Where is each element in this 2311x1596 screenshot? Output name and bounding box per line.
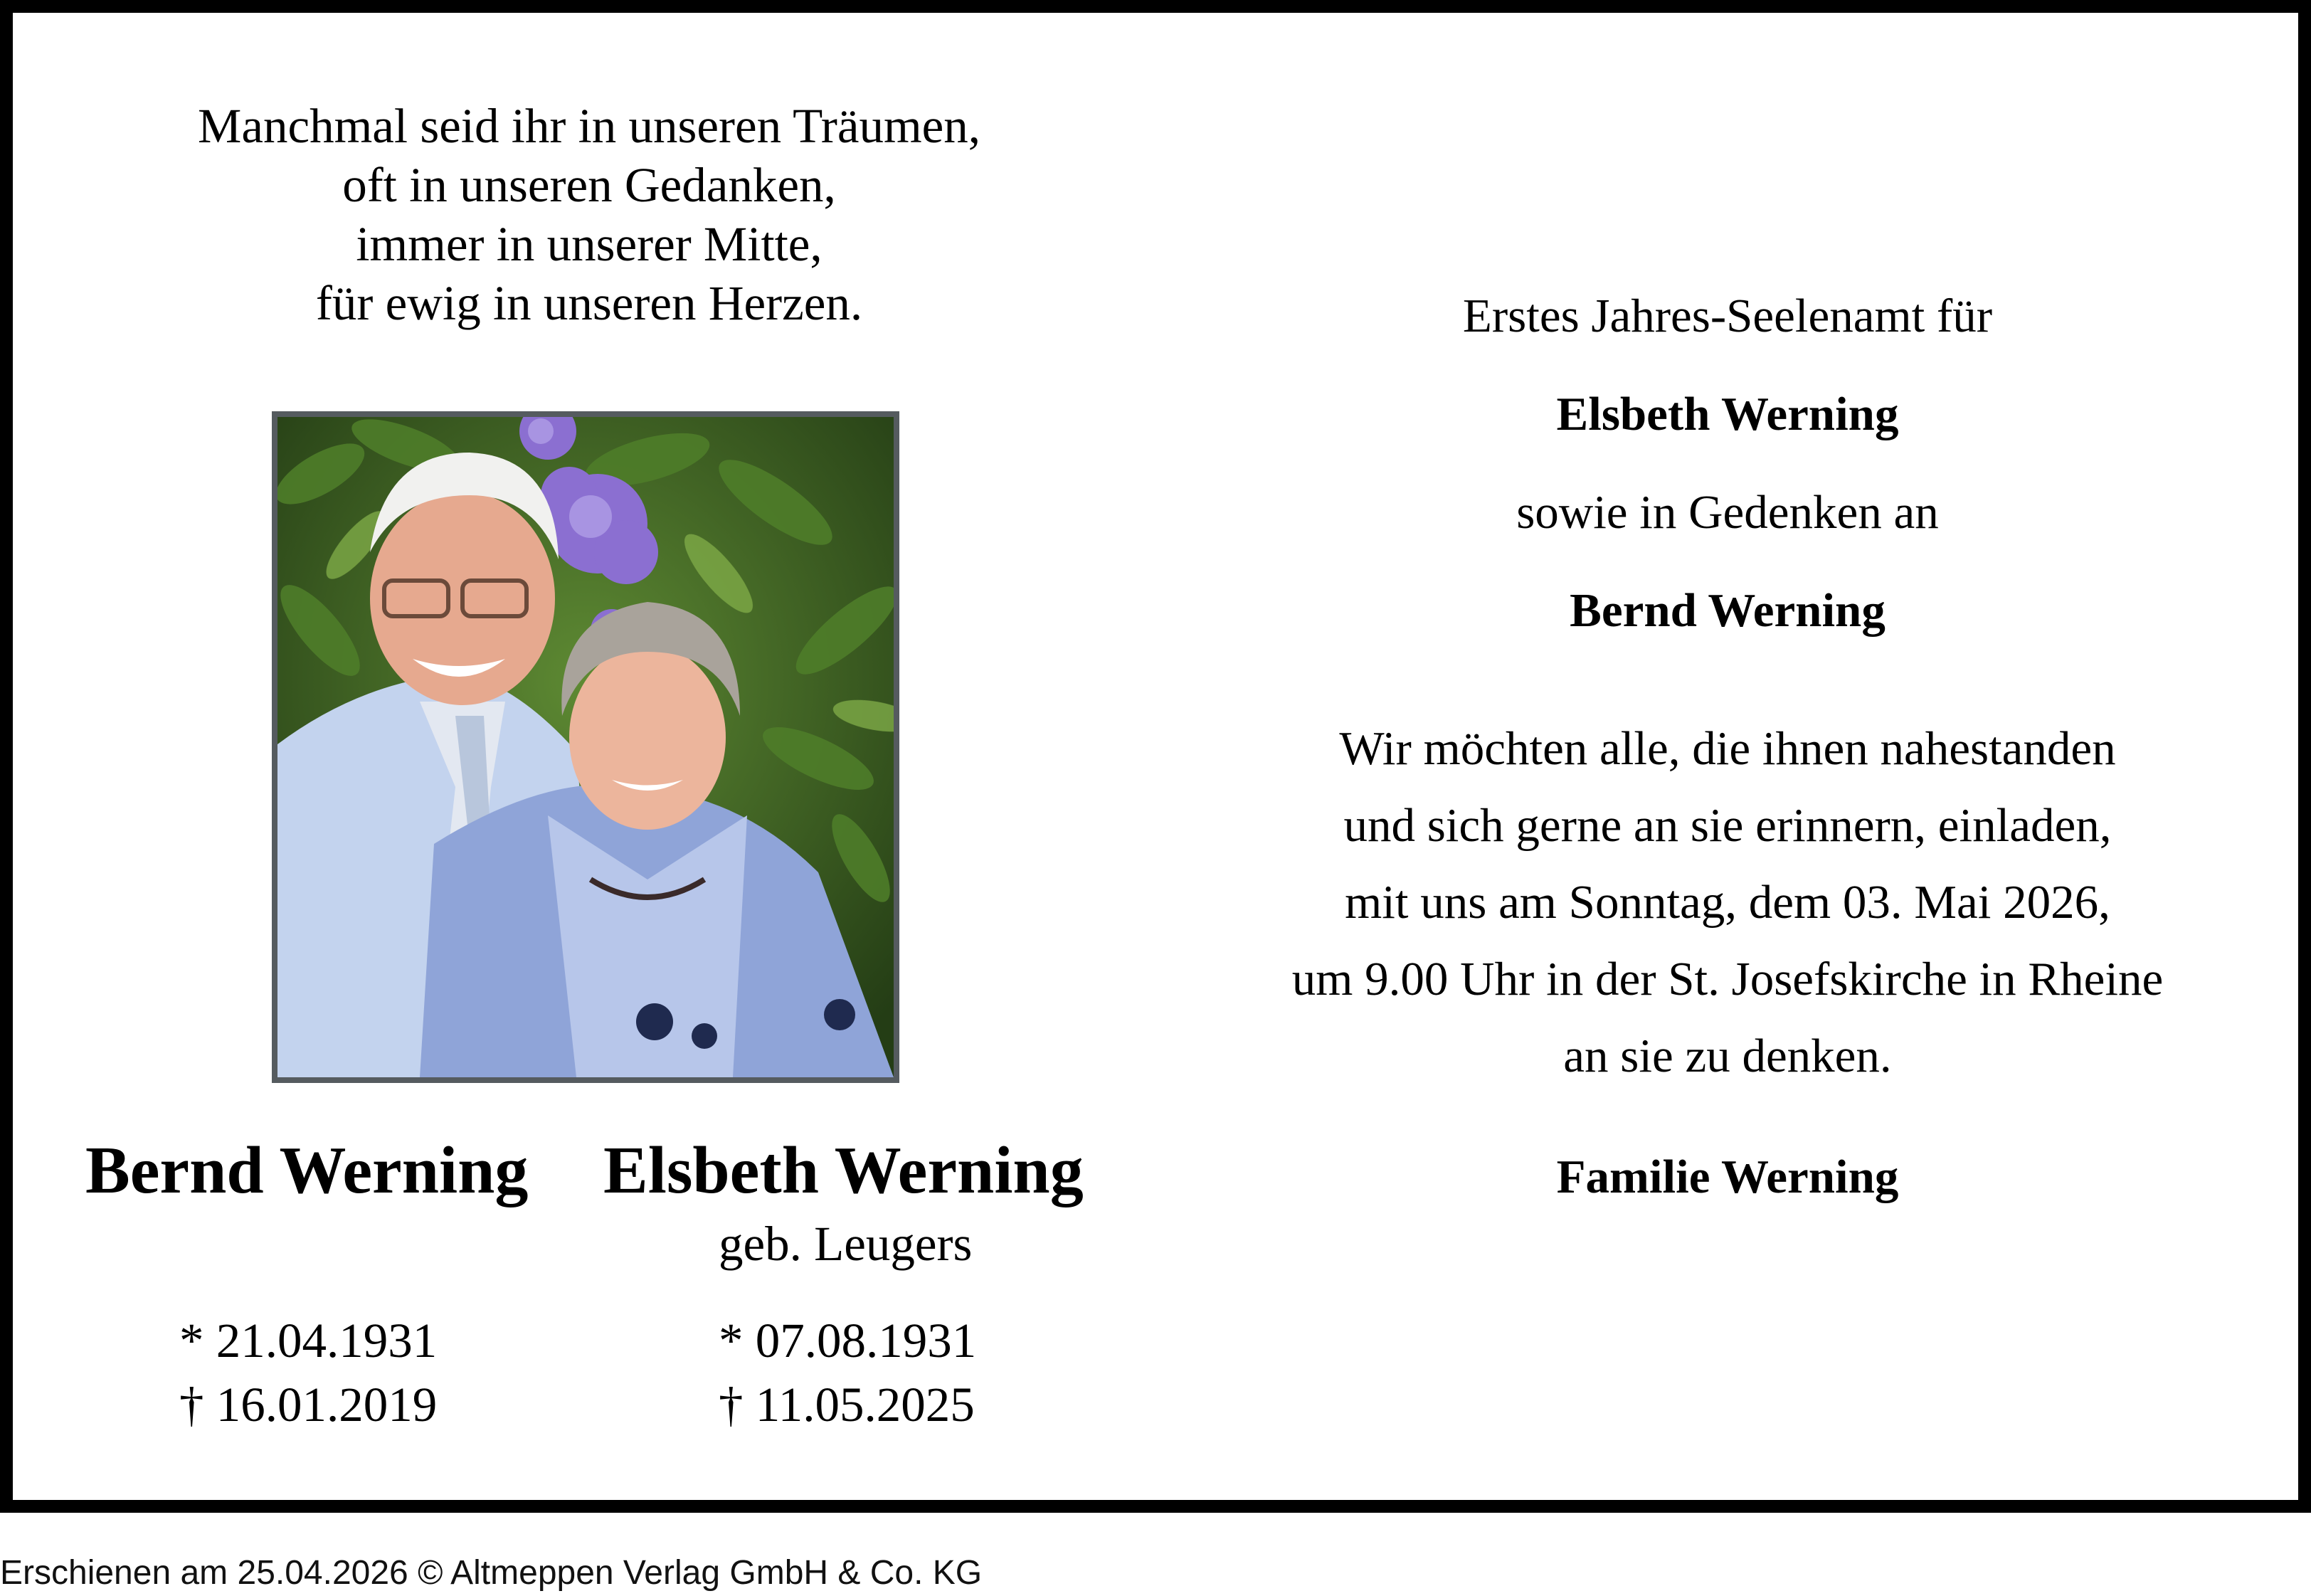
invitation-text xyxy=(1158,710,2297,1094)
couple-portrait-photo xyxy=(272,411,899,1083)
deceased-name-elsbeth: Elsbeth Werning xyxy=(603,1133,1084,1207)
portrait-illustration xyxy=(277,417,894,1077)
announcement-middle: sowie in Gedenken an xyxy=(1516,486,1939,539)
invitation-line: an sie zu denken. xyxy=(1563,1030,1892,1082)
invitation-line: Wir möchten alle, die ihnen nahestanden xyxy=(1339,722,2116,775)
death-date-bernd: † 16.01.2019 xyxy=(179,1378,438,1432)
signature-family: Familie Werning xyxy=(1556,1151,1899,1203)
memorial-poem xyxy=(91,97,1087,333)
birth-date-bernd: * 21.04.1931 xyxy=(179,1314,438,1368)
invitation-line: und sich gerne an sie erinnern, einladen, xyxy=(1343,799,2112,852)
poem-line: Manchmal seid ihr in unseren Träumen, xyxy=(198,99,980,153)
announcement-name-elsbeth: Elsbeth Werning xyxy=(1556,388,1899,440)
publication-footer: Erschienen am 25.04.2026 © Altmeppen Verlag GmbH & Co. KG xyxy=(0,1554,983,1592)
poem-line: immer in unserer Mitte, xyxy=(356,217,823,271)
poem-line: für ewig in unseren Herzen. xyxy=(315,276,863,330)
birth-date-elsbeth: * 07.08.1931 xyxy=(719,1314,977,1368)
invitation-line: mit uns am Sonntag, dem 03. Mai 2026, xyxy=(1345,876,2110,929)
maiden-name: geb. Leugers xyxy=(719,1217,973,1271)
deceased-name-bernd: Bernd Werning xyxy=(85,1133,529,1207)
death-date-elsbeth: † 11.05.2025 xyxy=(719,1378,975,1432)
invitation-line: um 9.00 Uhr in der St. Josefskirche in Rheine xyxy=(1291,953,2164,1005)
poem-line: oft in unseren Gedanken, xyxy=(342,158,836,212)
announcement-intro: Erstes Jahres-Seelenamt für xyxy=(1462,290,1993,342)
announcement-name-bernd: Bernd Werning xyxy=(1570,584,1886,637)
